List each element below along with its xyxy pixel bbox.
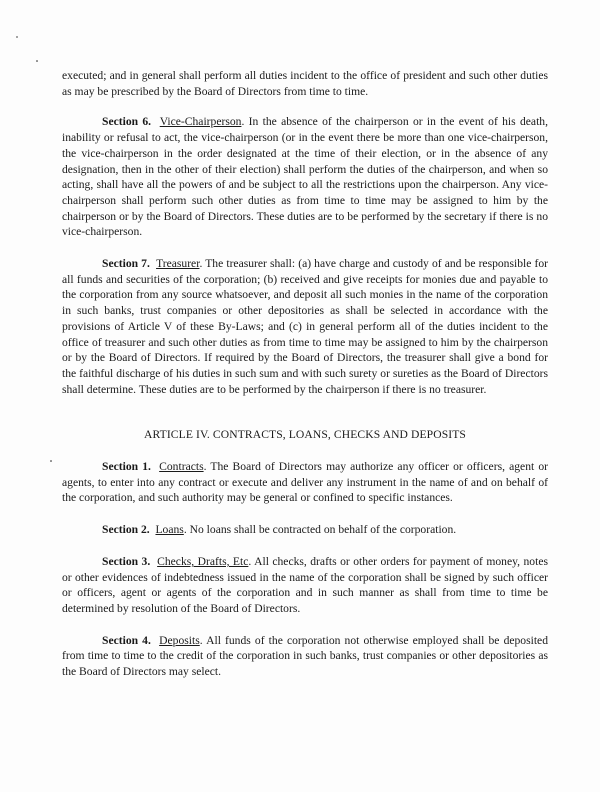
section-body: . All checks, drafts or other orders for payment of money, notes or other evidences of indebtedness issued in the name of the corporation shall be signed by such officer or officers, agent or agents of the corporation and in such manner as shall from time to time be determined by resolution of the Board of Directors. [62, 554, 548, 615]
scan-speck [50, 460, 52, 462]
section-title: Deposits [159, 633, 200, 647]
section-title: Checks, Drafts, Etc [157, 554, 249, 568]
article-heading: ARTICLE IV. CONTRACTS, LOANS, CHECKS AND DEPOSITS [144, 428, 466, 442]
document-body [62, 68, 548, 680]
section-6-vice-chairperson [62, 114, 548, 240]
continuation-paragraph: executed; and in general shall perform all duties incident to the office of president and such other duties as may be prescribed by the Board of Directors from time to time. [62, 69, 548, 98]
section-label: Section 7. [102, 257, 150, 271]
section-body: . In the absence of the chairperson or in the event of his death, inability or refusal to act, the vice-chairperson (or in the event there be more than one vice-chairperson, the vice-chairperson in the order designated at the time of their election, or in the absence of any designation, then in the other of their election) shall perform the duties of the chairperson, and when so acting, shall have all the powers of and be subject to all the restrictions upon the chairperson. Any vice-chairperson shall perform such other duties as from time to time may be assigned to him by the chairperson or by the Board of Directors. These duties are to be performed by the secretary if there is no vice-chairperson. [62, 115, 548, 239]
section-body: . The treasurer shall: (a) have charge and custody of and be responsible for all funds and securities of the corporation; (b) received and give receipts for monies due and payable to the corporation from any source whatsoever, and deposit all such monies in the name of the corporation in such banks, trust companies or other depositories as shall be selected in accordance with the provisions of Article V of these By-Laws; and (c) in general perform all of the duties incident to the office of treasurer and such other duties as from time to time may be assigned to him by the chairperson or by the Board of Directors. If required by the Board of Directors, the treasurer shall give a bond for the faithful discharge of his duties in such sum and with such surety or sureties as the Board of Directors shall determine. These duties are to be performed by the chairperson if there is no treasurer. [62, 257, 548, 396]
section-1-contracts [62, 459, 548, 506]
section-2-loans [62, 522, 548, 538]
section-body: . The Board of Directors may authorize any officer or officers, agent or agents, to enter into any contract or execute and deliver any instrument in the name of and on behalf of the corporation, and such authority may be general or confined to specific instances. [62, 460, 548, 505]
section-title: Loans [155, 523, 184, 537]
section-title: Vice-Chairperson [159, 115, 242, 129]
scan-speck [36, 60, 38, 62]
section-label: Section 6. [102, 115, 152, 129]
scan-speck [16, 36, 18, 38]
section-label: Section 3. [102, 554, 151, 568]
section-label: Section 1. [102, 460, 151, 474]
section-label: Section 4. [102, 633, 151, 647]
section-label: Section 2. [102, 523, 150, 537]
section-7-treasurer [62, 256, 548, 397]
section-3-checks-drafts [62, 554, 548, 617]
section-body: . No loans shall be contracted on behalf of the corporation. [183, 523, 457, 537]
section-title: Contracts [159, 460, 204, 474]
section-4-deposits [62, 633, 548, 680]
section-title: Treasurer [156, 257, 200, 271]
section-body: . All funds of the corporation not otherwise employed shall be deposited from time to time to the credit of the corporation in such banks, trust companies or other depositories as the Board of Directors may select. [62, 633, 548, 679]
